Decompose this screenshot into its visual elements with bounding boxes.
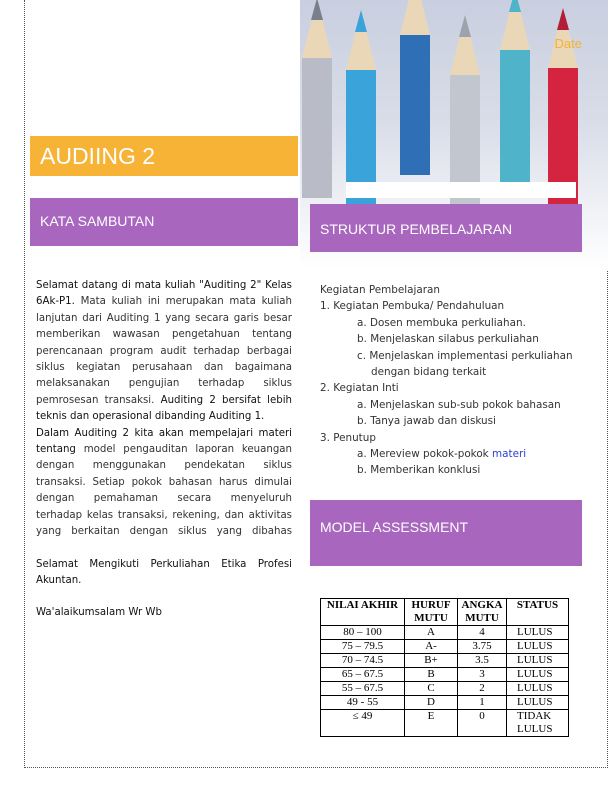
cell-status: LULUS bbox=[507, 696, 569, 710]
header-huruf-mutu: HURUF MUTU bbox=[405, 599, 458, 626]
struktur-item-2b: b. Tanya jawab dan diskusi bbox=[357, 415, 496, 428]
cell-nilai: 75 – 79.5 bbox=[321, 640, 405, 654]
cell-nilai: 65 – 67.5 bbox=[321, 668, 405, 682]
table-row bbox=[321, 654, 569, 668]
table-row bbox=[321, 696, 569, 710]
pencil-3 bbox=[400, 0, 430, 175]
welcome-closing: Selamat Mengikuti Perkuliahan Etika Profesi Akuntan. bbox=[36, 558, 292, 586]
struktur-item-1: 1. Kegiatan Pembuka/ Pendahuluan bbox=[320, 300, 505, 313]
cell-nilai: ≤ 49 bbox=[321, 710, 405, 737]
cell-angka: 1 bbox=[458, 696, 507, 710]
welcome-text bbox=[36, 278, 292, 622]
table-row bbox=[321, 710, 569, 737]
grades-table bbox=[320, 598, 569, 737]
welcome-salam: Wa'alaikumsalam Wr Wb bbox=[36, 607, 162, 619]
cell-angka: 4 bbox=[458, 626, 507, 640]
header-status: STATUS bbox=[507, 599, 569, 626]
cell-angka: 2 bbox=[458, 682, 507, 696]
welcome-body-3: Dalam Auditing 2 kita akan mempelajari materi tentang bbox=[36, 427, 292, 456]
pencil-1 bbox=[302, 0, 332, 198]
struktur-item-3b: b. Memberikan konklusi bbox=[357, 464, 481, 477]
section-kata-sambutan: KATA SAMBUTAN bbox=[30, 198, 298, 246]
pencil-2 bbox=[346, 10, 376, 210]
cell-status: LULUS bbox=[507, 640, 569, 654]
cell-nilai: 55 – 67.5 bbox=[321, 682, 405, 696]
cell-nilai: 49 - 55 bbox=[321, 696, 405, 710]
struktur-intro: Kegiatan Pembelajaran bbox=[320, 284, 440, 296]
page-title: AUDIING 2 bbox=[30, 136, 298, 176]
cell-angka: 3 bbox=[458, 668, 507, 682]
cell-status: LULUS bbox=[507, 654, 569, 668]
title-underbar bbox=[62, 176, 292, 192]
struktur-item-3a-text: a. Mereview pokok-pokok bbox=[357, 448, 492, 461]
cell-angka: 0 bbox=[458, 710, 507, 737]
header-nilai-akhir: NILAI AKHIR bbox=[321, 599, 405, 626]
cell-huruf: D bbox=[405, 696, 458, 710]
cell-huruf: E bbox=[405, 710, 458, 737]
cell-angka: 3.5 bbox=[458, 654, 507, 668]
struktur-item-1a: a. Dosen membuka perkuliahan. bbox=[357, 316, 526, 329]
welcome-body-2: Auditing 2 bersifat lebih teknis dan operasional dibanding Auditing 1. bbox=[36, 394, 292, 423]
welcome-body-1: Mata kuliah ini merupakan mata kuliah lanjutan dari Auditing 1 yang secara garis besar memberikan wawasan pengetahuan tentang perencanaan program audit terhadap berbagai siklus kegiatan perusahaan dan bagaimana melaksanakan pengujian terhadap siklus pemrosesan transaksi. bbox=[36, 296, 292, 406]
grades-header-row bbox=[321, 599, 569, 626]
date-label: Date bbox=[554, 36, 582, 51]
section-struktur-pembelajaran: STRUKTUR PEMBELAJARAN bbox=[310, 204, 582, 252]
cell-status: LULUS bbox=[507, 668, 569, 682]
struktur-item-1b: b. Menjelaskan silabus perkuliahan bbox=[357, 333, 539, 346]
struktur-item-2a: a. Menjelaskan sub-sub pokok bahasan bbox=[357, 398, 561, 411]
cell-status: LULUS bbox=[507, 626, 569, 640]
struktur-item-1c-cont: dengan bidang terkait bbox=[371, 366, 487, 379]
hero-underbar bbox=[346, 182, 576, 198]
cell-nilai: 80 – 100 bbox=[321, 626, 405, 640]
cell-status: LULUS bbox=[507, 682, 569, 696]
pencil-5 bbox=[500, 0, 530, 190]
cell-angka: 3.75 bbox=[458, 640, 507, 654]
section-model-assessment: MODEL ASSESSMENT bbox=[310, 500, 582, 566]
struktur-item-3a bbox=[320, 446, 580, 462]
header-angka-mutu: ANGKA MUTU bbox=[458, 599, 507, 626]
welcome-greeting: Selamat datang di mata kuliah "Auditing 2" Kelas 6Ak-P1. bbox=[36, 280, 292, 308]
struktur-item-1c: c. Menjelaskan implementasi perkuliahan bbox=[357, 349, 573, 362]
cell-huruf: A bbox=[405, 626, 458, 640]
cell-huruf: B bbox=[405, 668, 458, 682]
cell-huruf: B+ bbox=[405, 654, 458, 668]
struktur-list bbox=[320, 282, 580, 479]
cell-huruf: A- bbox=[405, 640, 458, 654]
cell-status: TIDAK LULUS bbox=[507, 710, 569, 737]
struktur-item-2: 2. Kegiatan Inti bbox=[320, 382, 399, 395]
cell-nilai: 70 – 74.5 bbox=[321, 654, 405, 668]
table-row bbox=[321, 668, 569, 682]
struktur-item-3: 3. Penutup bbox=[320, 431, 376, 444]
table-row bbox=[321, 682, 569, 696]
welcome-body-4: model pengauditan laporan keuangan dengan menggunakan pendekatan siklus transaksi. Setiap pokok bahasan harus dimulai dengan pemahaman secara menyeluruh terhadap kelas transaksi, rekening, dan aktivitas yang berkaitan dengan siklus yang dibahas bbox=[36, 444, 292, 538]
table-row bbox=[321, 626, 569, 640]
materi-link[interactable]: materi bbox=[492, 448, 527, 461]
cell-huruf: C bbox=[405, 682, 458, 696]
table-row bbox=[321, 640, 569, 654]
